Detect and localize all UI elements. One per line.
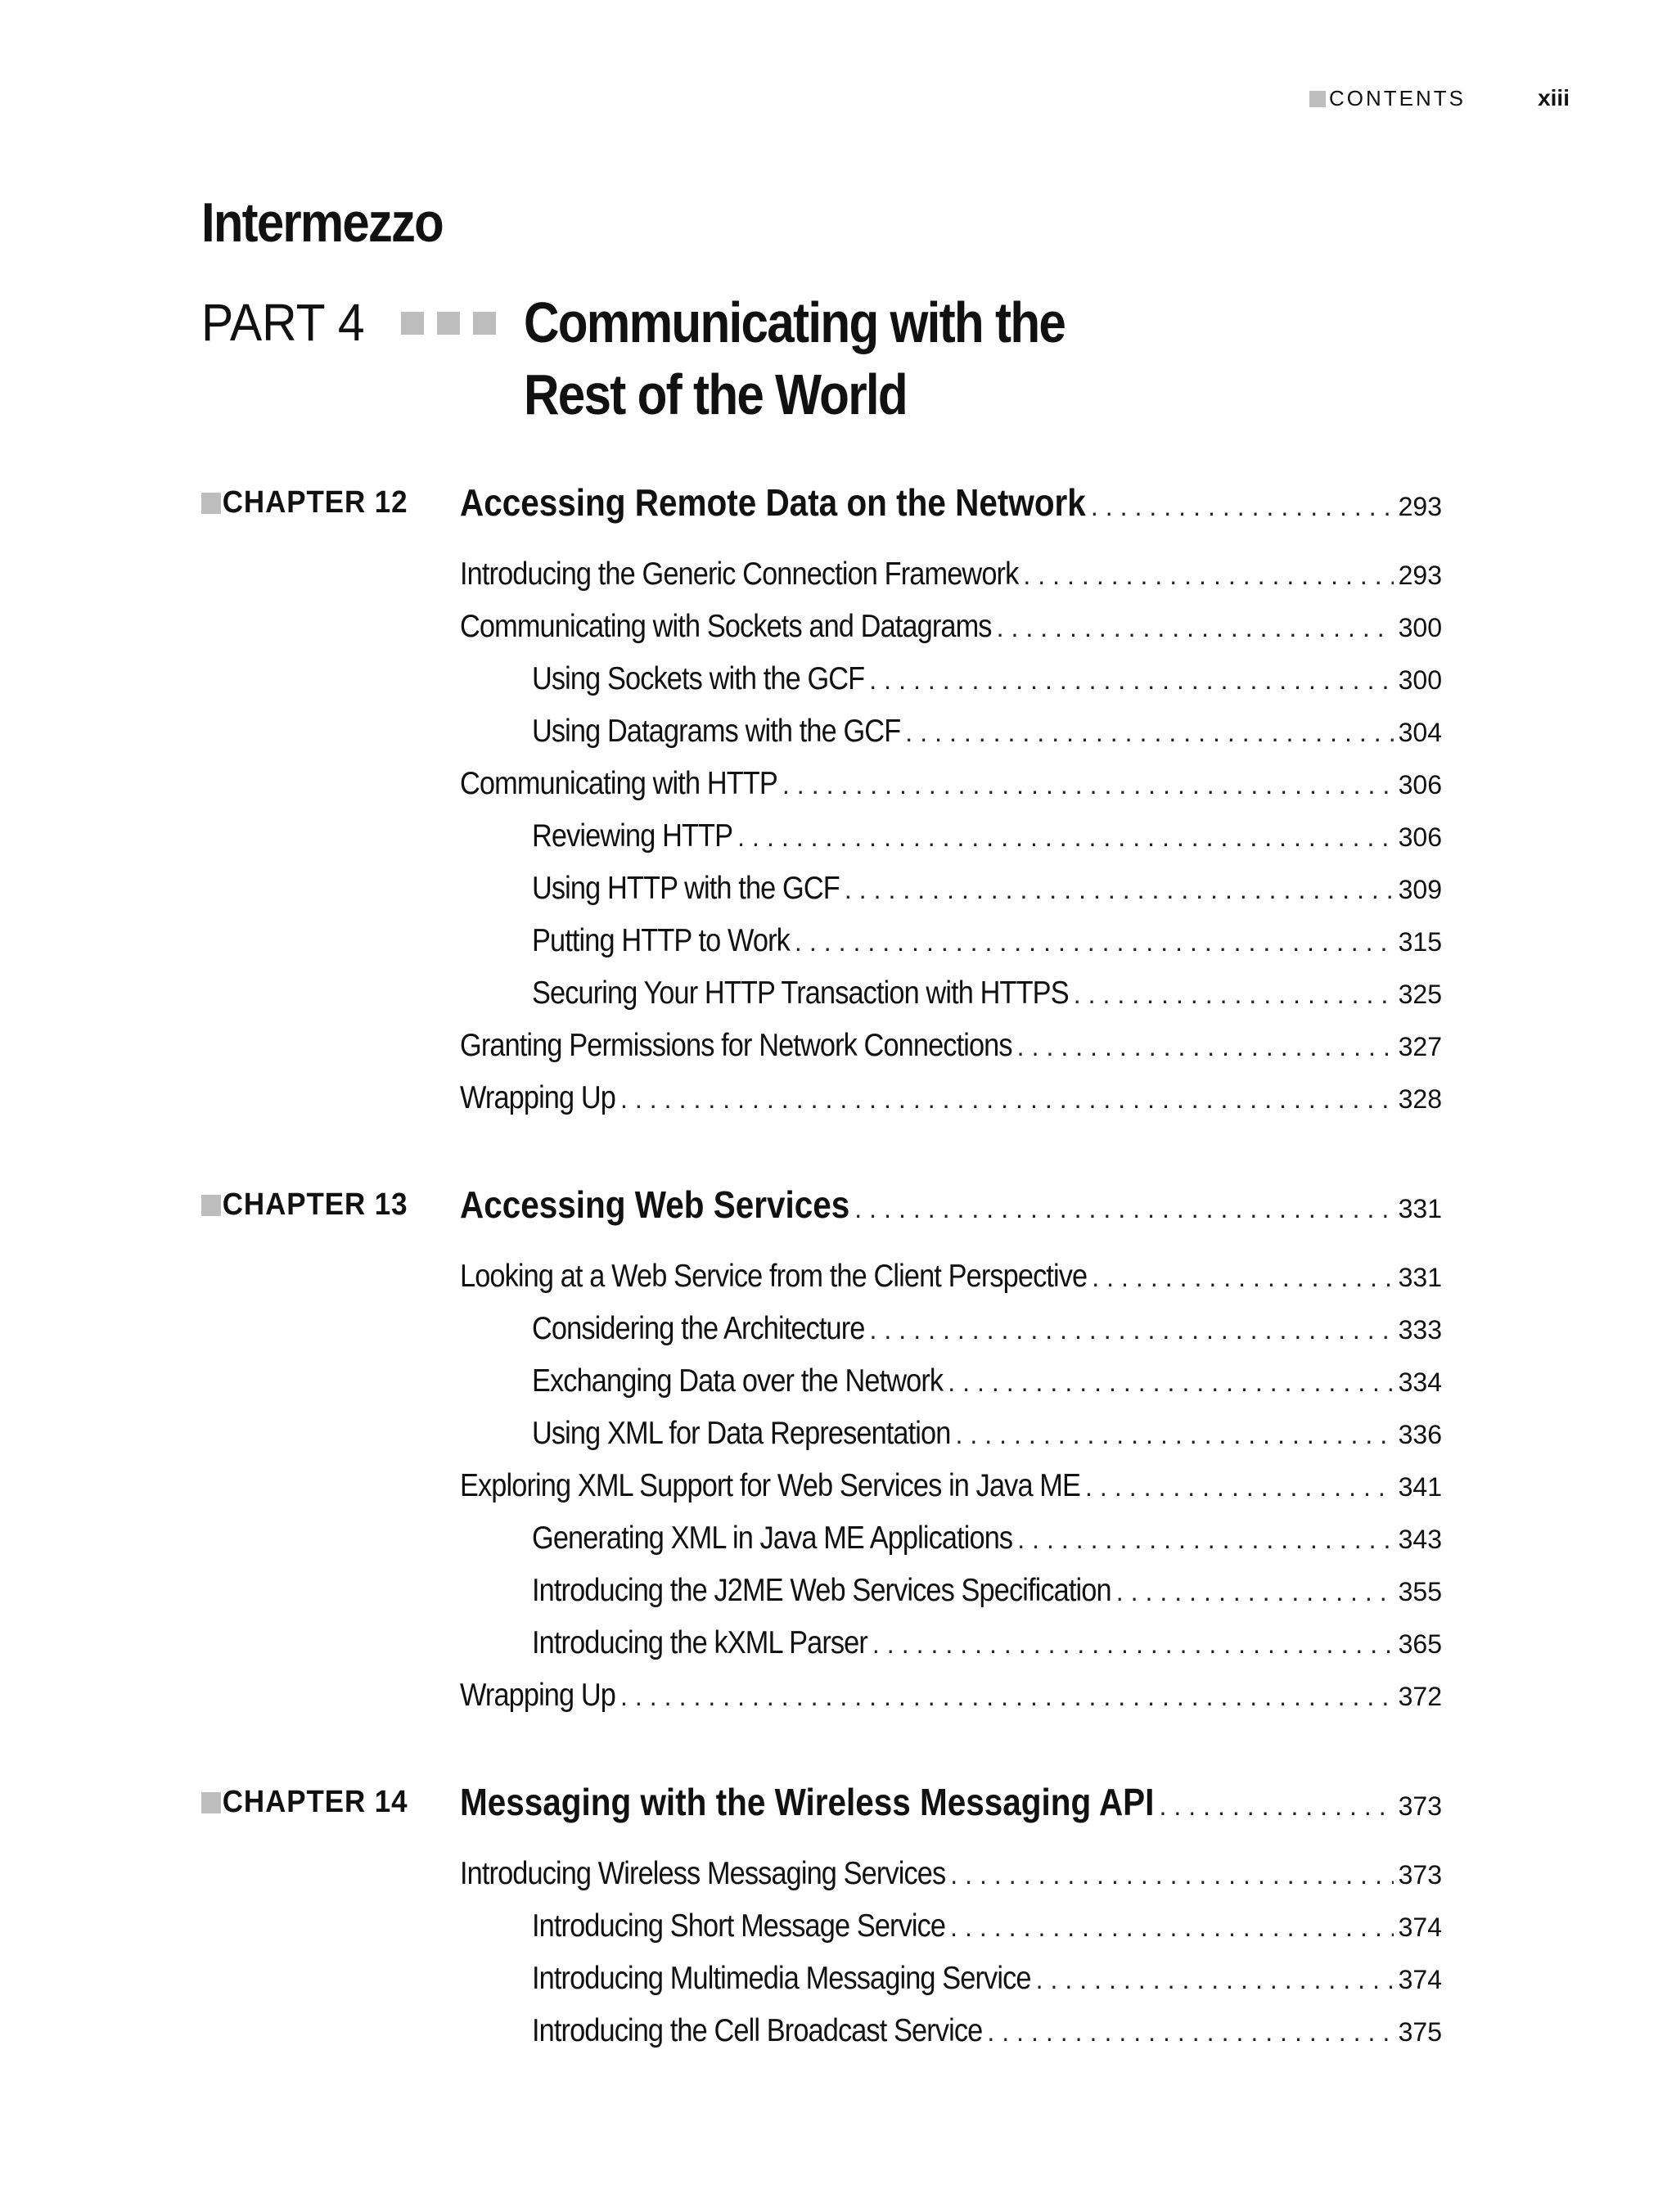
page-number: 327 <box>1398 1032 1442 1061</box>
page-number: 328 <box>1398 1084 1442 1114</box>
page-number: 375 <box>1398 2017 1442 2047</box>
page-number: 355 <box>1398 1577 1442 1606</box>
page-number: 336 <box>1398 1420 1442 1449</box>
toc-entry[interactable] <box>460 1408 1442 1460</box>
part-title <box>524 286 1228 430</box>
leader-dots <box>950 1901 1394 1953</box>
chapter-entries <box>460 548 1442 1124</box>
page-number: 300 <box>1398 613 1442 642</box>
page-number: 334 <box>1398 1367 1442 1397</box>
chapter-heading-link[interactable] <box>460 480 1442 525</box>
entry-title: Securing Your HTTP Transaction with HTTPS <box>532 975 1069 1011</box>
chapter-label: CHAPTER 13 <box>201 1182 408 1228</box>
toc-entry[interactable] <box>460 1355 1442 1408</box>
entry-title: Wrapping Up <box>460 1080 615 1115</box>
page-number: 372 <box>1398 1682 1442 1711</box>
leader-dots <box>1159 1783 1393 1829</box>
toc-entry[interactable] <box>460 2005 1442 2057</box>
intermezzo-heading: Intermezzo <box>201 191 443 254</box>
leader-dots <box>870 1304 1394 1356</box>
leader-dots <box>620 1073 1394 1125</box>
toc-entry[interactable] <box>460 1250 1442 1303</box>
page-number: 333 <box>1398 1315 1442 1345</box>
toc-entry[interactable] <box>460 1072 1442 1124</box>
toc-entry[interactable] <box>460 1303 1442 1355</box>
chapter-entries <box>460 1848 1442 2057</box>
leader-dots <box>869 654 1393 706</box>
toc-entry[interactable] <box>460 548 1442 601</box>
entry-title: Exchanging Data over the Network <box>532 1363 944 1399</box>
page-number: 331 <box>1398 1263 1442 1292</box>
leader-dots <box>1017 1513 1393 1566</box>
leader-dots <box>1017 1020 1394 1073</box>
toc-entry[interactable] <box>460 758 1442 810</box>
entry-title: Using Sockets with the GCF <box>532 661 865 696</box>
page-number: 341 <box>1398 1472 1442 1502</box>
toc-entry[interactable] <box>460 1848 1442 1900</box>
leader-dots <box>872 1618 1394 1670</box>
leader-dots <box>782 759 1394 811</box>
entry-title: Looking at a Web Service from the Client Perspective <box>460 1259 1088 1294</box>
page-number: 365 <box>1398 1629 1442 1659</box>
page-folio: xiii <box>1538 85 1570 110</box>
entry-title: Introducing Wireless Messaging Services <box>460 1856 946 1891</box>
chapter-title: Accessing Web Services <box>460 1183 850 1226</box>
toc-entry[interactable] <box>460 967 1442 1020</box>
leader-dots <box>845 863 1394 916</box>
toc-entry[interactable] <box>460 1617 1442 1669</box>
entry-title: Introducing the Cell Broadcast Service <box>532 2013 983 2048</box>
page-number: 315 <box>1398 927 1442 957</box>
entry-title: Exploring XML Support for Web Services in Java ME <box>460 1468 1081 1503</box>
chapter-label: CHAPTER 12 <box>201 480 408 525</box>
chapter-title: Messaging with the Wireless Messaging API <box>460 1781 1155 1823</box>
entry-title: Using HTTP with the GCF <box>532 871 840 906</box>
toc-entry[interactable] <box>460 915 1442 967</box>
page-number: 374 <box>1398 1965 1442 1994</box>
page-number: 374 <box>1398 1912 1442 1942</box>
square-bullet-icon <box>201 493 221 514</box>
part-square-bullets-icon <box>401 312 507 335</box>
leader-dots <box>1023 549 1393 601</box>
running-head-label: CONTENTS <box>1329 86 1466 110</box>
page-number: 309 <box>1398 875 1442 904</box>
chapter-heading-link[interactable] <box>460 1779 1442 1825</box>
toc-entry[interactable] <box>460 810 1442 863</box>
leader-dots <box>905 706 1393 759</box>
page-number: 293 <box>1398 561 1442 590</box>
leader-dots <box>1091 484 1394 529</box>
entry-title: Granting Permissions for Network Connections <box>460 1028 1012 1063</box>
entry-title: Communicating with Sockets and Datagrams <box>460 609 992 644</box>
entry-title: Introducing the Generic Connection Framework <box>460 556 1019 592</box>
square-bullet-icon <box>1309 91 1326 107</box>
leader-dots <box>795 916 1394 968</box>
toc-entry[interactable] <box>460 1669 1442 1722</box>
entry-title: Introducing the J2ME Web Services Specification <box>532 1573 1111 1608</box>
leader-dots <box>620 1670 1394 1723</box>
toc-entry[interactable] <box>460 1512 1442 1565</box>
page-number: 293 <box>1398 492 1442 521</box>
square-bullet-icon <box>201 1792 221 1813</box>
entry-title: Using Datagrams with the GCF <box>532 714 901 749</box>
entry-title: Introducing Multimedia Messaging Service <box>532 1961 1031 1996</box>
chapter-entries <box>460 1250 1442 1722</box>
page-number: 300 <box>1398 665 1442 695</box>
toc-entry[interactable] <box>460 1020 1442 1072</box>
leader-dots <box>737 811 1393 863</box>
page-number: 325 <box>1398 980 1442 1009</box>
leader-dots <box>997 601 1394 654</box>
leader-dots <box>1036 1953 1394 2006</box>
leader-dots <box>948 1356 1393 1408</box>
page-number: 306 <box>1398 822 1442 852</box>
leader-dots <box>1085 1461 1394 1513</box>
entry-title: Reviewing HTTP <box>532 818 733 854</box>
running-head <box>1309 85 1570 111</box>
entry-title: Wrapping Up <box>460 1678 615 1713</box>
part-title-line: Communicating with the <box>524 291 1066 354</box>
page-number: 304 <box>1398 718 1442 747</box>
entry-title: Putting HTTP to Work <box>532 923 790 958</box>
page-number: 373 <box>1398 1791 1442 1821</box>
toc-entry[interactable] <box>460 1565 1442 1617</box>
chapter-label: CHAPTER 14 <box>201 1779 408 1825</box>
toc-entry[interactable] <box>460 705 1442 758</box>
leader-dots <box>950 1849 1393 1901</box>
page-number: 331 <box>1398 1194 1442 1223</box>
page-number: 343 <box>1398 1525 1442 1554</box>
entry-title: Generating XML in Java ME Applications <box>532 1520 1013 1556</box>
leader-dots <box>955 1408 1393 1461</box>
entry-title: Using XML for Data Representation <box>532 1416 951 1451</box>
toc-entry[interactable] <box>460 653 1442 705</box>
entry-title: Introducing the kXML Parser <box>532 1625 867 1660</box>
toc-entry[interactable] <box>460 1460 1442 1512</box>
entry-title: Communicating with HTTP <box>460 766 777 801</box>
entry-title: Introducing Short Message Service <box>532 1908 946 1944</box>
page-number: 306 <box>1398 770 1442 800</box>
part-title-line: Rest of the World <box>524 363 907 426</box>
leader-dots <box>987 2006 1393 2058</box>
toc-entry[interactable] <box>460 1900 1442 1953</box>
part-label: PART 4 <box>201 293 365 352</box>
leader-dots <box>1116 1566 1394 1618</box>
toc-entry[interactable] <box>460 601 1442 653</box>
chapter-title: Accessing Remote Data on the Network <box>460 481 1086 524</box>
page-number: 373 <box>1398 1860 1442 1890</box>
toc-entry[interactable] <box>460 863 1442 915</box>
leader-dots <box>1074 968 1394 1020</box>
square-bullet-icon <box>201 1195 221 1216</box>
chapter-heading-link[interactable] <box>460 1182 1442 1228</box>
toc-entry[interactable] <box>460 1953 1442 2005</box>
leader-dots <box>854 1186 1393 1232</box>
entry-title: Considering the Architecture <box>532 1311 865 1346</box>
leader-dots <box>1092 1251 1393 1304</box>
